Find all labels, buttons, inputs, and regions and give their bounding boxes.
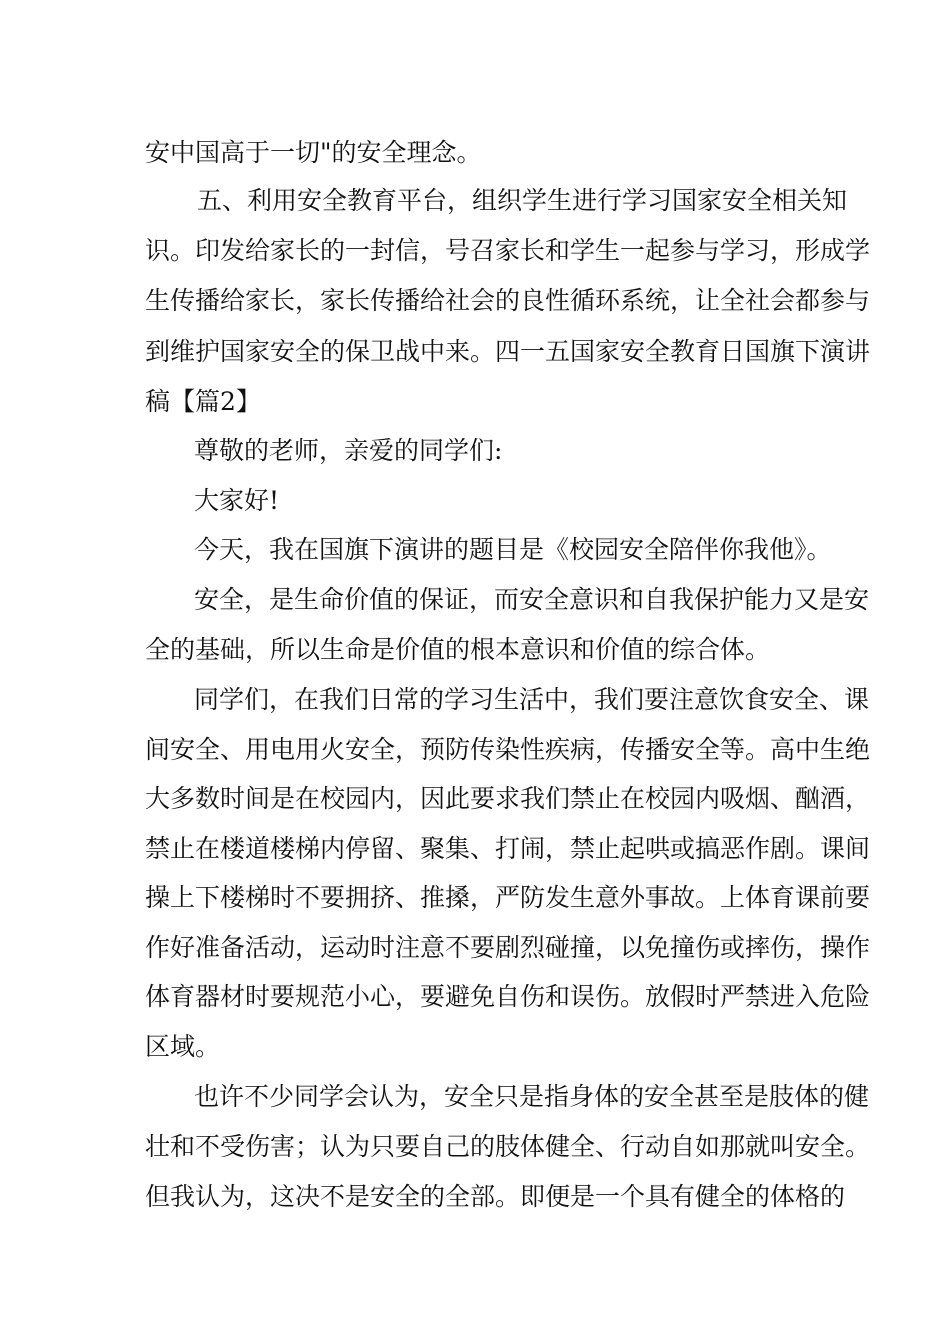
text-line: 安中国高于一切"的安全理念。 xyxy=(145,138,482,167)
text-line: 体育器材时要规范小心，要避免自伤和误伤。放假时严禁进入危险 xyxy=(145,982,871,1011)
text-line: 五、利用安全教育平台，组织学生进行学习国家安全相关知 xyxy=(197,186,848,215)
text-line: 生传播给家长，家长传播给社会的良性循环系统，让全社会都参与 xyxy=(145,286,871,315)
text-line: 稿【篇2】 xyxy=(145,387,261,416)
text-line: 尊敬的老师，亲爱的同学们: xyxy=(194,436,503,465)
text-line: 全的基础，所以生命是价值的根本意识和价值的综合体。 xyxy=(145,635,771,664)
text-line: 禁止在楼道楼梯内停留、聚集、打闹，禁止起哄或搞恶作剧。课间 xyxy=(145,834,871,863)
text-line: 也许不少同学会认为，安全只是指身体的安全甚至是肢体的健 xyxy=(194,1082,870,1111)
text-line: 到维护国家安全的保卫战中来。四一五国家安全教育日国旗下演讲 xyxy=(145,337,871,366)
text-line: 同学们，在我们日常的学习生活中，我们要注意饮食安全、课 xyxy=(194,685,870,714)
text-line: 大多数时间是在校园内，因此要求我们禁止在校园内吸烟、酗酒， xyxy=(145,784,871,813)
text-line: 作好准备活动，运动时注意不要剧烈碰撞，以免撞伤或摔伤，操作 xyxy=(145,933,871,962)
text-line: 间安全、用电用火安全，预防传染性疾病，传播安全等。高中生绝 xyxy=(145,735,871,764)
text-line: 壮和不受伤害；认为只要自己的肢体健全、行动自如那就叫安全。 xyxy=(145,1132,871,1161)
text-line: 识。印发给家长的一封信，号召家长和学生一起参与学习，形成学 xyxy=(145,236,871,265)
text-line: 区域。 xyxy=(145,1032,221,1061)
text-line: 今天，我在国旗下演讲的题目是《校园安全陪伴你我他》。 xyxy=(194,535,832,564)
text-line: 但我认为，这决不是安全的全部。即便是一个具有健全的体格的 xyxy=(145,1182,846,1211)
text-line: 安全，是生命价值的保证，而安全意识和自我保护能力又是安 xyxy=(194,585,870,614)
text-line: 大家好! xyxy=(194,486,280,515)
text-line: 操上下楼梯时不要拥挤、推搡，严防发生意外事故。上体育课前要 xyxy=(145,883,871,912)
